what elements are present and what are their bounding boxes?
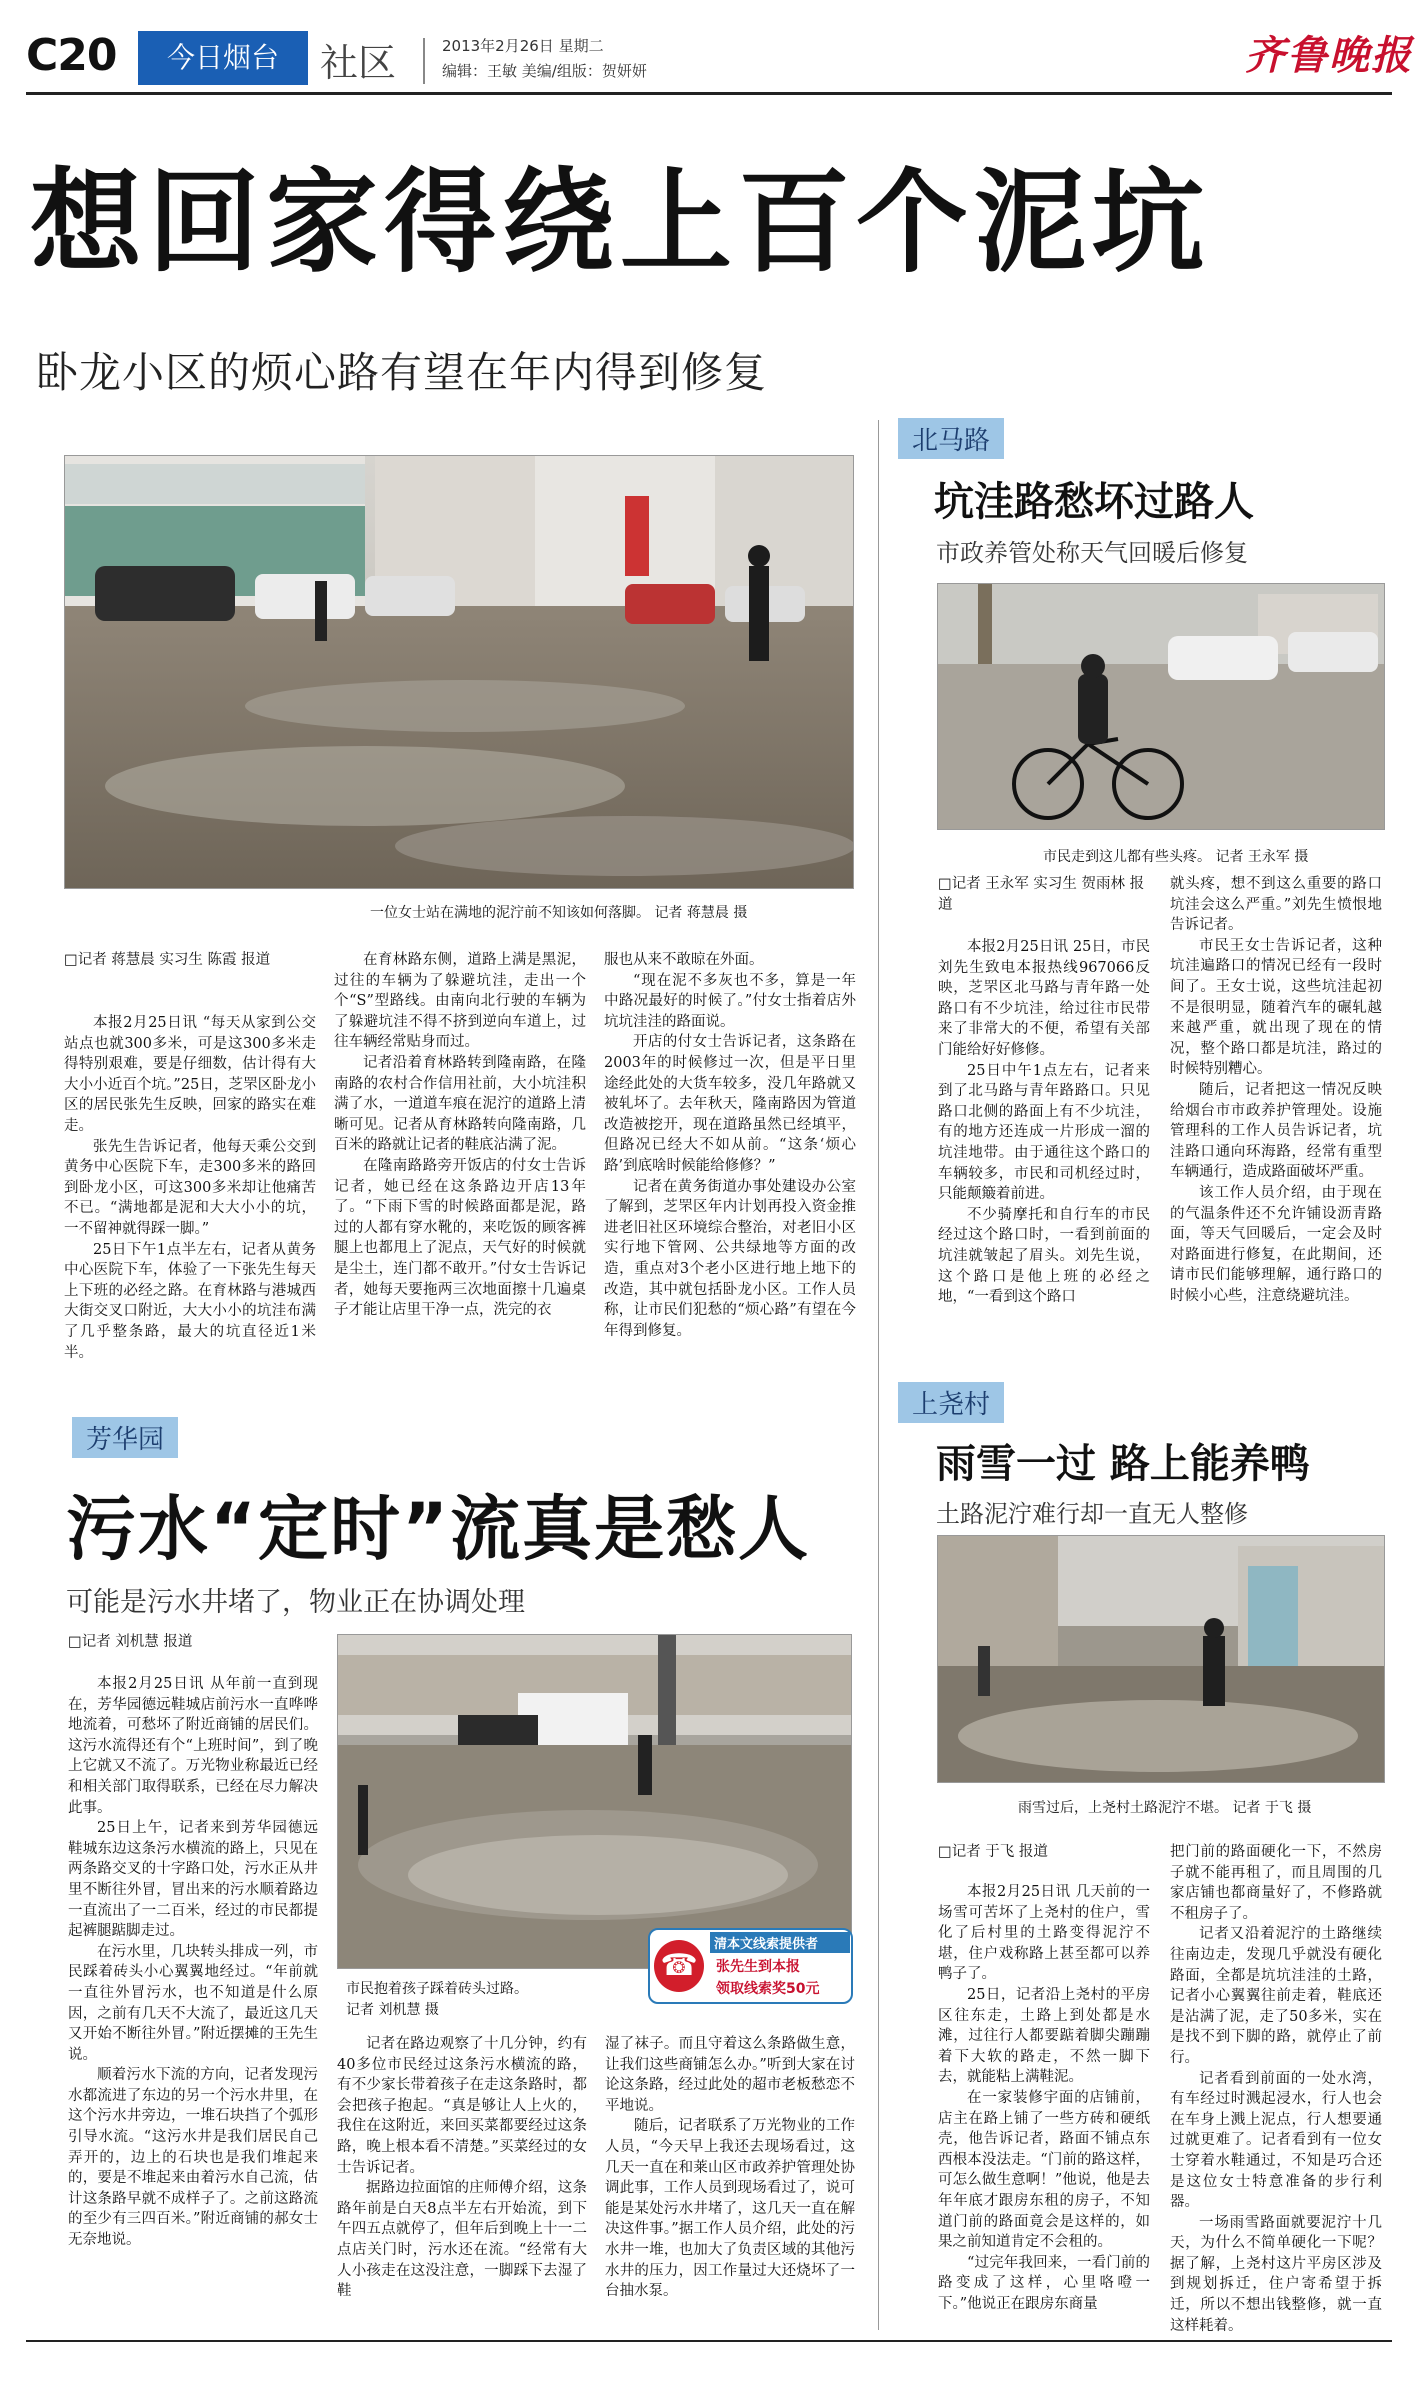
fanghua-col-3	[605, 2034, 855, 2302]
beima-subhead: 市政养管处称天气回暖后修复	[936, 539, 1248, 567]
paragraph: 本报2月25日讯 25日，市民刘先生致电本报热线967066反映，芝罘区北马路与青年路一处路口有不少坑洼，给过往市民带来了非常大的不便，希望有关部门能给好好修修。	[938, 939, 1150, 1058]
main-subhead: 卧龙小区的烦心路有望在年内得到修复	[36, 348, 768, 397]
paragraph: 一场雨雪路面就要泥泞十几天，为什么不简单硬化一下呢？据了解，上尧村这片平房区涉及到规划拆迁，住户寄希望于拆迁，所以不想出钱整修，就一直这样耗着。	[1170, 2214, 1382, 2334]
paragraph: 记者看到前面的一处水湾，有车经过时溅起浸水，行人也会在车身上溅上泥点，行人想要通过就更难了。记者看到有一位女士穿着水鞋通过，不知是巧合还是这位女士特意准备的步行利器。	[1170, 2070, 1382, 2211]
paragraph: 在一家装修宇面的店铺前，店主在路上铺了一些方砖和硬纸壳，他告诉记者，路面不铺点东西根本没法走。“门前的路这样，可怎么做生意啊！”他说，他是去年年底才跟房东租的房子，不知道门前的路面竟会是这样的，如果之前知道肯定不会租的。	[938, 2089, 1150, 2251]
fanghua-col-1	[68, 1674, 318, 2251]
page-number: C20	[26, 30, 117, 81]
paragraph: 25日，记者沿上尧村的平房区往东走，土路上到处都是水滩，过往行人都要踮着脚尖蹦蹦着下大软的路走，不然一脚下去，就能粘上满鞋泥。	[938, 1986, 1150, 2086]
shangyao-col-1	[938, 1882, 1150, 2314]
masthead-logo: 齐鲁晚报	[1245, 32, 1413, 79]
main-col-3	[604, 950, 856, 1341]
shangyao-tag: 上尧村	[898, 1382, 1004, 1423]
section-tag: 今日烟台	[138, 31, 308, 85]
fanghua-tag: 芳华园	[72, 1417, 178, 1458]
main-col-1	[64, 1013, 316, 1363]
paragraph: 不少骑摩托和自行车的市民经过这个路口时，一看到前面的坑洼就皱起了眉头。刘先生说，这个路口是他上班的必经之地，“一看到这个路口	[938, 1206, 1150, 1306]
main-col-2	[334, 950, 586, 1321]
beima-tag: 北马路	[898, 418, 1004, 459]
paragraph: 在隆南路路旁开饭店的付女士告诉记者，她已经在这条路边开店13年了。“下雨下雪的时候路面都是泥，路过的人都有穿水靴的，来吃饭的顾客裤腿上也都甩上了泥点，天气好的时候就是尘土，连门都不敢开。”付女士告诉记者，她每天要拖两三次地面擦十几遍桌子才能让店里干净一点，洗完的衣	[334, 1157, 586, 1319]
tipster-ad	[648, 1928, 853, 2004]
header-divider	[423, 38, 425, 84]
paragraph: 记者在路边观察了十几分钟，约有40多位市民经过这条污水横流的路，有不少家长带着孩子在走这条路时，都会把孩子抱起。“真是够让人上火的，我住在这附近，来回买菜都要经过这条路，晚上根本看不清楚。”买菜经过的女士告诉记者。	[337, 2036, 587, 2176]
paragraph: 25日上午，记者来到芳华园德远鞋城东边这条污水横流的路上，只见在两条路交叉的十字路口处，污水正从井里不断往外冒，冒出来的污水顺着路边一直流出了一二百米，经过的市民都提起裤腿踮脚走过。	[68, 1820, 318, 1940]
paragraph: 市民王女士告诉记者，这种坑洼遍路口的情况已经有一段时间了。王女士说，这些坑洼起初不是很明显，随着汽车的碾轧越来越严重，就出现了现在的情况，整个路口都是坑洼，路过的时候特别糟心。	[1170, 937, 1382, 1078]
paragraph: 张先生告诉记者，他每天乘公交到黄务中心医院下车，走300多米的路回到卧龙小区，可这300多米却让他痛苦不已。“满地都是泥和大大小小的坑，一不留神就得踩一脚。”	[64, 1138, 316, 1237]
paragraph: 开店的付女士告诉记者，这条路在2003年的时候修过一次，但是平日里途经此处的大货车较多，没几年路就又被轧坏了。去年秋天，隆南路因为管道改造被挖开，现在道路虽然已经填平，但路况已经大不如从前。“这条‘烦心路’到底啥时候能给修修？”	[604, 1034, 856, 1174]
shangyao-col-2	[1170, 1842, 1382, 2336]
header-rule	[26, 92, 1392, 95]
column-divider	[878, 420, 879, 2330]
shangyao-photo	[937, 1535, 1385, 1783]
beima-headline: 坑洼路愁坏过路人	[934, 479, 1254, 525]
phone-icon: ☎	[654, 1940, 704, 1992]
fanghua-col-2	[337, 2034, 587, 2302]
ad-title: 清本文线索提供者	[710, 1932, 850, 1953]
fanghua-headline: 污水“定时”流真是愁人	[66, 1488, 811, 1570]
shangyao-subhead: 土路泥泞难行却一直无人整修	[936, 1500, 1248, 1528]
section-name: 社区	[320, 41, 397, 85]
paragraph: 把门前的路面硬化一下，不然房子就不能再租了，而且周围的几家店铺也都商量好了，不修路就不租房子了。	[1170, 1844, 1382, 1922]
footer-rule	[26, 2340, 1392, 2342]
shangyao-headline: 雨雪一过 路上能养鸭	[936, 1441, 1310, 1487]
shangyao-photo-caption: 雨雪过后，上尧村土路泥泞不堪。 记者 于飞 摄	[1018, 1800, 1312, 1816]
shangyao-byline: □记者 于飞 报道	[938, 1844, 1048, 1860]
ad-line: 张先生到本报	[716, 1959, 800, 1975]
beima-col-2	[1170, 874, 1382, 1306]
fanghua-subhead: 可能是污水井堵了，物业正在协调处理	[66, 1587, 525, 1618]
paragraph: 服也从来不敢晾在外面。	[604, 952, 764, 968]
caption-line: 市民抱着孩子踩着砖头过路。	[346, 1981, 528, 1997]
beima-photo	[937, 583, 1385, 830]
fanghua-photo	[337, 1634, 852, 1969]
paragraph: 随后，记者把这一情况反映给烟台市市政养护管理处。设施管理科的工作人员告诉记者，坑洼路口通向环海路，经常有重型车辆通行，造成路面破坏严重。	[1170, 1081, 1382, 1181]
beima-photo-caption: 市民走到这儿都有些头疼。 记者 王永军 摄	[1043, 849, 1309, 865]
main-headline: 想回家得绕上百个泥坑	[30, 158, 1210, 288]
paragraph: 记者又沿着泥泞的土路继续往南边走，发现几乎就没有硬化路面，全都是坑坑洼洼的土路，记者小心翼翼往前走着，鞋底还是沾满了泥，走了50多米，实在是找不到下脚的路，就停止了前行。	[1170, 1926, 1382, 2066]
ad-line: 领取线索奖50元	[716, 1981, 820, 1997]
main-photo-caption: 一位女士站在满地的泥泞前不知该如何落脚。 记者 蒋慧晨 摄	[370, 905, 748, 921]
main-byline: □记者 蒋慧晨 实习生 陈霞 报道	[64, 952, 271, 968]
paragraph: 该工作人员介绍，由于现在的气温条件还不允许铺设沥青路面，等天气回暖后，一定会及时对路面进行修复，在此期间，还请市民们能够理解，通行路口的时候小心些，注意绕避坑洼。	[1170, 1184, 1382, 1304]
paragraph: 在育林路东侧，道路上满是黑泥，过往的车辆为了躲避坑洼，走出一个个“S”型路线。由南向北行驶的车辆为了躲避坑洼不得不挤到逆向车道上，过往车辆经常贴身而过。	[334, 952, 586, 1051]
editors: 编辑：王敏 美编/组版：贺妍妍	[442, 62, 647, 80]
paragraph: 随后，记者联系了万光物业的工作人员，“今天早上我还去现场看过，这几天一直在和莱山区市政养护管理处协调此事，工作人员到现场看过了，说可能是某处污水井堵了，这几天一直在解决这件事。”据工作人员介绍，此处的污水井一堆，也加大了负责区域的其他污水井的压力，因工作量过大还烧坏了一台抽水泵。	[605, 2118, 855, 2300]
paragraph: 记者在黄务街道办事处建设办公室了解到，芝罘区年内计划再投入资金推进老旧社区环境综合整治，对老旧小区实行地下管网、公共绿地等方面的改造，重点对3个老小区进行地上地下的改造，其中就包括卧龙小区。工作人员称，让市民们犯愁的“烦心路”有望在今年得到修复。	[604, 1178, 856, 1339]
paragraph: 25日下午1点半左右，记者从黄务中心医院下车，体验了一下张先生每天上下班的必经之路。在育林路与港城西大街交叉口附近，大大小小的坑洼布满了几乎整条路，最大的坑直径近1米半。	[64, 1241, 316, 1361]
paragraph: 就头疼，想不到这么重要的路口坑洼会这么严重。”刘先生愤恨地告诉记者。	[1170, 876, 1382, 934]
paragraph: 顺着污水下流的方向，记者发现污水都流进了东边的另一个污水井里，在这个污水井旁边，一堆石块挡了个弧形引导水流。“这污水井是我们居民自己弄开的，边上的石块也是我们堆起来的，要是不堆起来由着污水自己流，估计这条路早就不成样子了。之前这路流的至少有三四百米。”附近商铺的郝女士无奈地说。	[68, 2067, 318, 2249]
fanghua-byline: □记者 刘机慧 报道	[68, 1634, 193, 1650]
paragraph: 据路边拉面馆的庄师傅介绍，这条路年前是白天8点半左右开始流，到下午四五点就停了，但年后到晚上十一二点店关门时，污水还在流。“经常有大人小孩走在这没注意，一脚踩下去湿了鞋	[337, 2180, 587, 2300]
paragraph: 本报2月25日讯 从年前一直到现在，芳华园德远鞋城店前污水一直哗哗地流着，可愁坏了附近商铺的居民们。这污水流得还有个“上班时间”，到了晚上它就又不流了。万光物业称最近已经和相关部门取得联系，已经在尽力解决此事。	[68, 1676, 318, 1816]
beima-col-1	[938, 937, 1150, 1308]
paragraph: “现在泥不多灰也不多，算是一年中路况最好的时候了。”付女士指着店外坑坑洼洼的路面说。	[604, 972, 856, 1030]
fanghua-photo-caption	[346, 1979, 528, 2021]
beima-byline: □记者 王永军 实习生 贺雨林 报道	[938, 876, 1145, 913]
paragraph: 在污水里，几块转头排成一列，市民踩着砖头小心翼翼地经过。“年前就一直往外冒污水，也不知道是什么原因，之前有几天不大流了，最近这几天又开始不断往外冒。”附近摆摊的王先生说。	[68, 1943, 318, 2063]
paragraph: 25日中午1点左右，记者来到了北马路与青年路路口。只见路口北侧的路面上有不少坑洼，有的地方还连成一片形成一溜的坑洼地带。由于通往这个路口的车辆较多，市民和司机经过时，只能颠簸着前进。	[938, 1062, 1150, 1203]
paragraph: 本报2月25日讯 几天前的一场雪可苦坏了上尧村的住户，雪化了后村里的土路变得泥泞不堪，住户戏称路上甚至都可以养鸭子了。	[938, 1884, 1150, 1983]
caption-line: 记者 刘机慧 摄	[346, 2002, 439, 2018]
main-photo	[64, 455, 854, 889]
paragraph: 记者沿着育林路转到隆南路，在隆南路的农村合作信用社前，大小坑洼积满了水，一道道车痕在泥泞的道路上清晰可见。记者从育林路转向隆南路，几百米的路就让记者的鞋底沾满了泥。	[334, 1054, 586, 1154]
issue-date: 2013年2月26日 星期二	[442, 37, 604, 55]
paragraph: 本报2月25日讯 “每天从家到公交站点也就300多米，可是这300多米走得特别艰难，要是仔细数，估计得有大大小小近百个坑。”25日，芝罘区卧龙小区的居民张先生反映，回家的路实在难走。	[64, 1015, 316, 1134]
paragraph: 湿了袜子。而且守着这么条路做生意，让我们这些商铺怎么办。”听到大家在讨论这条路，经过此处的超市老板愁恋不平地说。	[605, 2036, 855, 2114]
paragraph: “过完年我回来，一看门前的路变成了这样，心里咯噔一下。”他说正在跟房东商量	[938, 2254, 1150, 2312]
